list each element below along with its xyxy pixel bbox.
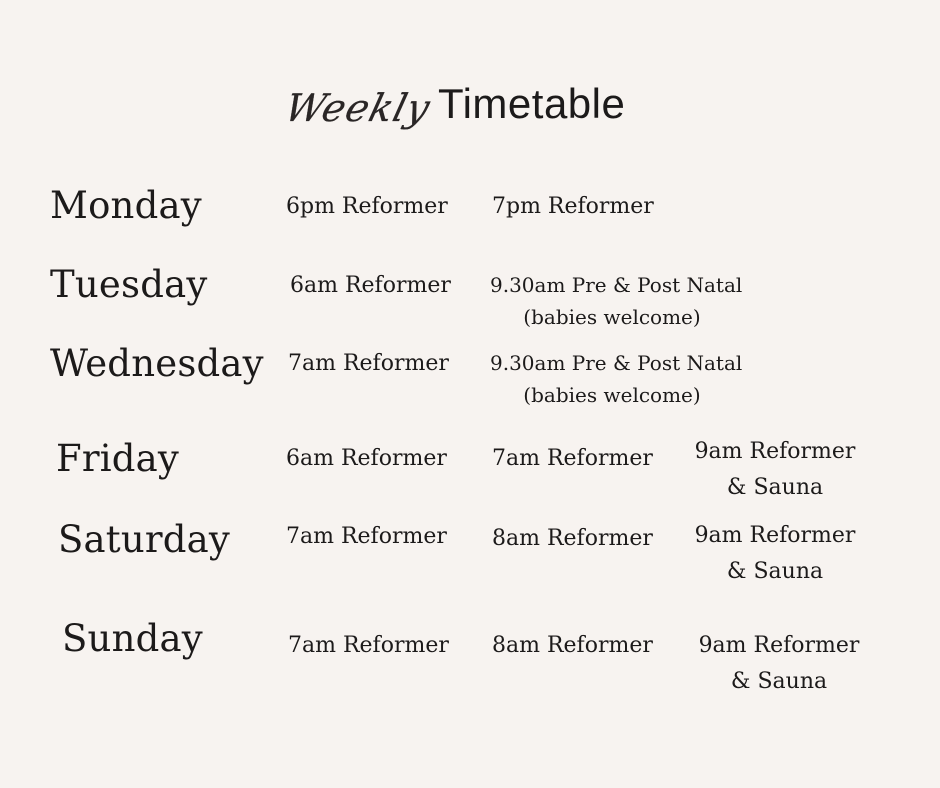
title-main: Timetable <box>438 80 626 127</box>
monday-class-2: 7pm Reformer <box>492 194 654 219</box>
friday-sauna-line1: 9am Reformer <box>694 439 856 464</box>
title-script: Weekly <box>280 86 436 130</box>
saturday-class-1: 7am Reformer <box>286 524 447 549</box>
day-friday: Friday <box>56 437 180 480</box>
wednesday-special-line2: (babies welcome) <box>523 383 701 407</box>
tuesday-class-1: 6am Reformer <box>290 273 451 298</box>
friday-sauna <box>692 434 858 506</box>
day-monday: Monday <box>50 184 202 227</box>
day-saturday: Saturday <box>58 518 231 561</box>
tuesday-special-line2: (babies welcome) <box>523 305 701 329</box>
friday-class-2: 7am Reformer <box>492 446 653 471</box>
saturday-sauna <box>692 518 858 590</box>
wednesday-class-1: 7am Reformer <box>288 351 449 376</box>
friday-sauna-line2: & Sauna <box>726 475 824 500</box>
sunday-class-2: 8am Reformer <box>492 633 653 658</box>
tuesday-special-line1: 9.30am Pre & Post Natal <box>490 273 743 297</box>
day-sunday: Sunday <box>62 617 203 660</box>
saturday-sauna-line2: & Sauna <box>726 559 824 584</box>
tuesday-special <box>490 269 743 333</box>
saturday-class-2: 8am Reformer <box>492 526 653 551</box>
wednesday-special <box>490 347 743 411</box>
sunday-sauna-line2: & Sauna <box>730 669 828 694</box>
day-tuesday: Tuesday <box>50 263 208 306</box>
monday-class-1: 6pm Reformer <box>286 194 448 219</box>
sunday-sauna <box>696 628 862 700</box>
saturday-sauna-line1: 9am Reformer <box>694 523 856 548</box>
sunday-class-1: 7am Reformer <box>288 633 449 658</box>
wednesday-special-line1: 9.30am Pre & Post Natal <box>490 351 743 375</box>
page-title <box>280 72 646 162</box>
sunday-sauna-line1: 9am Reformer <box>698 633 860 658</box>
day-wednesday: Wednesday <box>50 342 264 385</box>
friday-class-1: 6am Reformer <box>286 446 447 471</box>
